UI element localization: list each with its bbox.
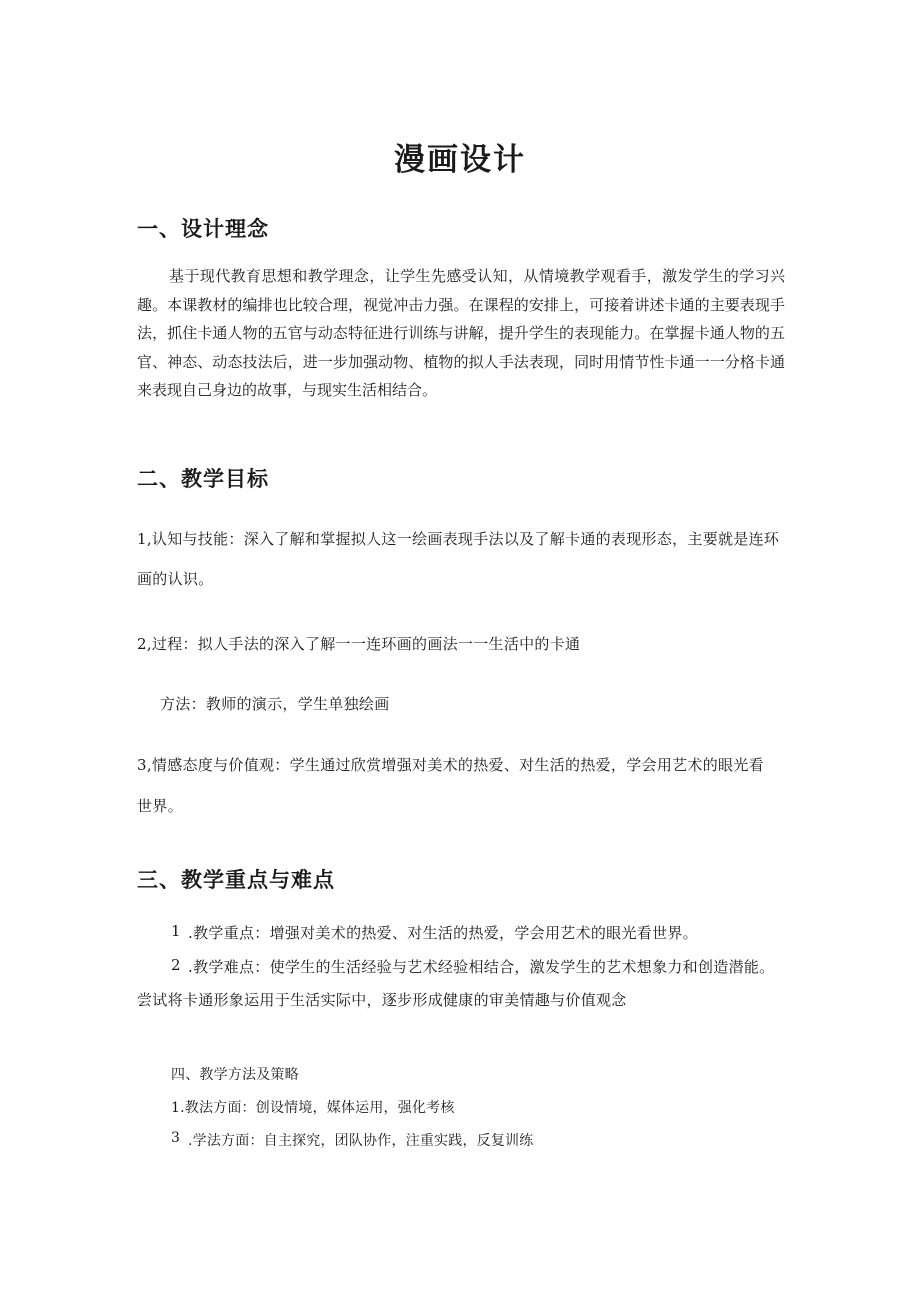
section-heading-teaching-goals: 二、教学目标 bbox=[137, 466, 269, 491]
section-heading-design-concept: 一、设计理念 bbox=[137, 216, 269, 241]
method-3-text: .学法方面：自主探究，团队协作，注重实践，反复训练 bbox=[188, 1133, 534, 1149]
goal-1-line-1: 1,认知与技能：深入了解和掌握拟人这一绘画表现手法以及了解卡通的表现形态，主要就是连环 bbox=[137, 530, 780, 548]
key-point-2-line-2: 尝试将卡通形象运用于生活实际中，逐步形成健康的审美情趣与价值观念 bbox=[137, 991, 627, 1009]
document-title: 漫画设计 bbox=[394, 142, 526, 178]
goal-2: 2,过程：拟人手法的深入了解一一连环画的画法一一生活中的卡通 bbox=[137, 635, 581, 653]
method-1: 1.教法方面：创设情境，媒体运用，强化考核 bbox=[171, 1100, 455, 1116]
key-point-2-text: .教学难点：使学生的生活经验与艺术经验相结合，激发学生的艺术想象力和创造潜能。 bbox=[188, 958, 775, 976]
key-point-1-text: .教学重点：增强对美术的热爱、对生活的热爱，学会用艺术的眼光看世界。 bbox=[188, 924, 698, 942]
section-heading-key-points: 三、教学重点与难点 bbox=[137, 867, 335, 892]
method-3-number: 3 bbox=[171, 1130, 181, 1146]
goal-1-line-2: 画的认识。 bbox=[137, 570, 214, 588]
section-heading-methods: 四、教学方法及策略 bbox=[171, 1067, 299, 1083]
design-concept-paragraph: 基于现代教育思想和教学理念，让学生先感受认知，从情境教学观看手，激发学生的学习兴趣。本课教材的编排也比较合理，视觉冲击力强。在课程的安排上，可接着讲述卡通的主要表现手法，抓住卡通人物的五官与动态特征进行训练与讲解，提升学生的表现能力。在掌握卡通人物的五官、神态、动态技法后，进一步加强动物、植物的拟人手法表现，同时用情节性卡通一一分格卡通来表现自己身边的故事，与现实生活相结合。 bbox=[137, 267, 785, 399]
key-point-2-number: 2 bbox=[171, 956, 181, 974]
key-point-1-number: 1 bbox=[171, 922, 181, 940]
goal-3-line-2: 世界。 bbox=[137, 797, 183, 815]
goal-3-line-1: 3,情感态度与价值观：学生通过欣赏增强对美术的热爱、对生活的热爱，学会用艺术的眼光看 bbox=[137, 756, 764, 774]
goal-2-method: 方法：教师的演示，学生单独绘画 bbox=[160, 695, 390, 713]
